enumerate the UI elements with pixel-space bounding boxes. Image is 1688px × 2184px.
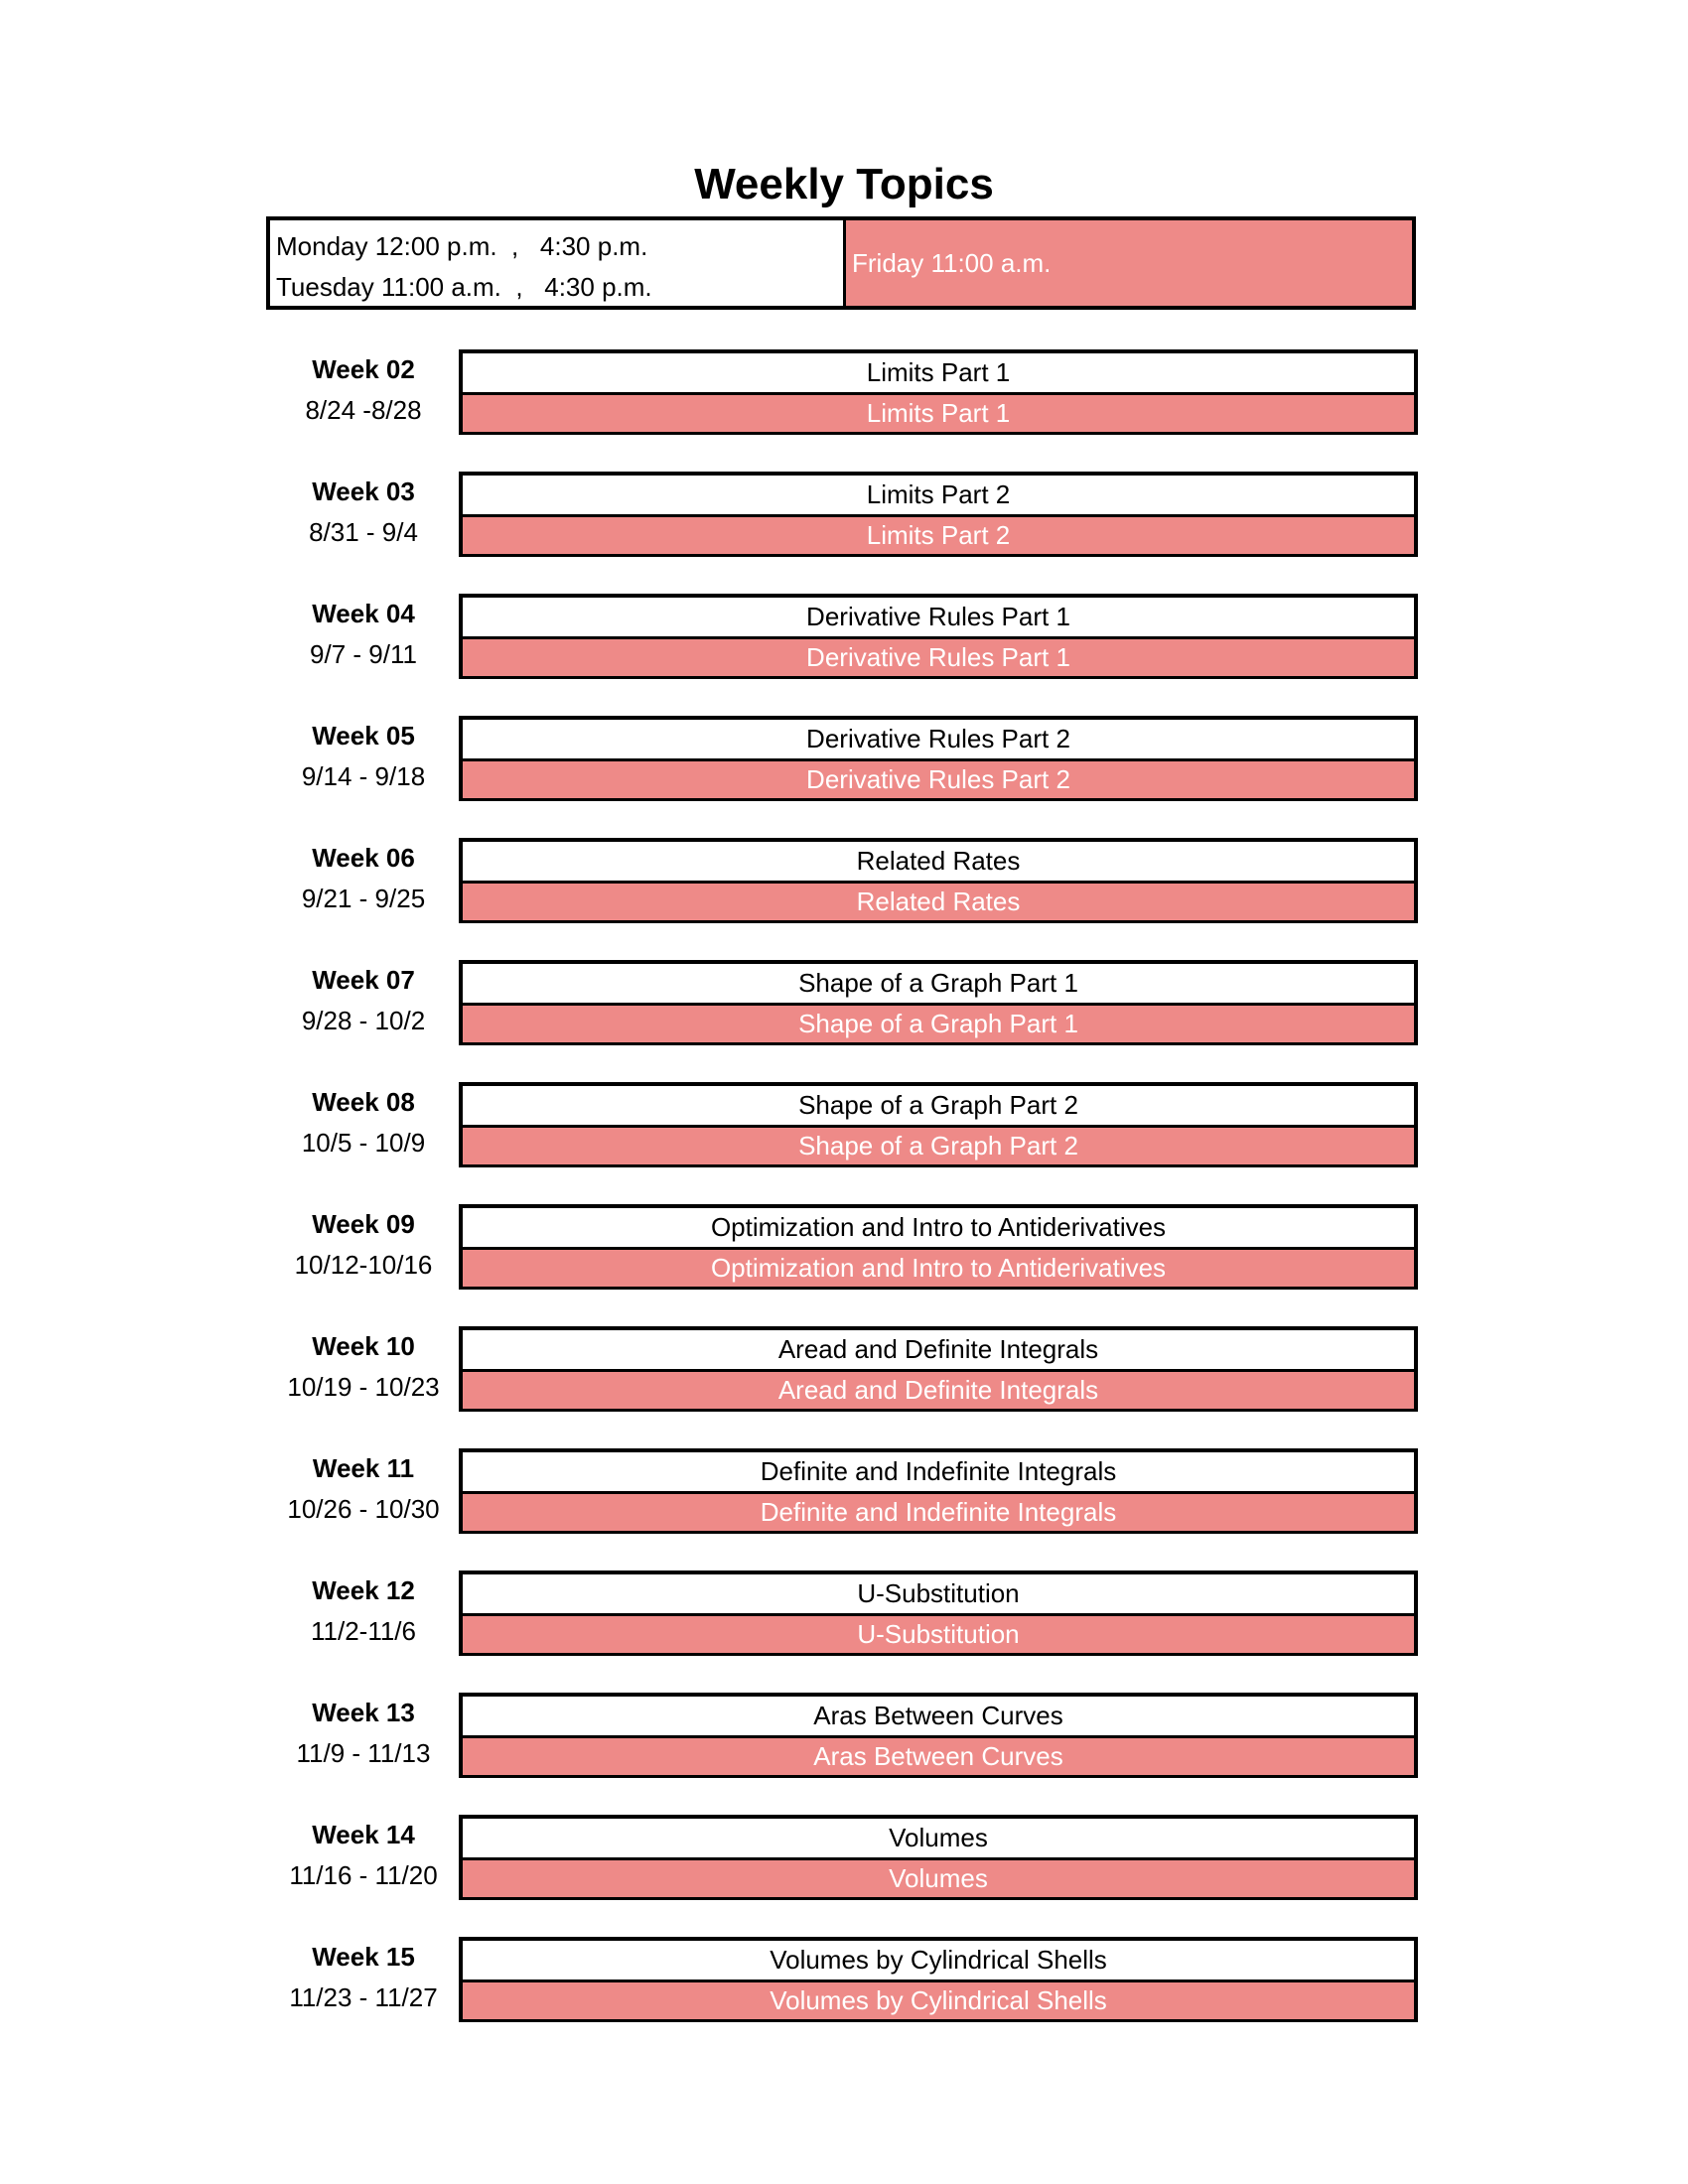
week-row: [266, 1815, 1418, 1900]
week-dates: 8/31 - 9/4: [309, 517, 418, 547]
topic-bottom: Volumes by Cylindrical Shells: [463, 1982, 1414, 2019]
week-dates: 11/9 - 11/13: [296, 1738, 431, 1768]
topic-bottom: Limits Part 1: [463, 395, 1414, 432]
topic-top: Volumes: [463, 1819, 1414, 1860]
week-dates: 8/24 -8/28: [305, 395, 422, 425]
week-row: [266, 1937, 1418, 2022]
week-label: Week 13: [312, 1698, 415, 1727]
week-row: [266, 960, 1418, 1045]
topic-bottom: U-Substitution: [463, 1616, 1414, 1653]
topic-box: [459, 1815, 1418, 1900]
topic-box: [459, 1693, 1418, 1778]
week-dates: 10/5 - 10/9: [301, 1128, 426, 1158]
topic-top: Aras Between Curves: [463, 1697, 1414, 1738]
topic-bottom: Shape of a Graph Part 1: [463, 1006, 1414, 1042]
topic-bottom: Volumes: [463, 1860, 1414, 1897]
topic-box: [459, 960, 1418, 1045]
topic-bottom: Derivative Rules Part 2: [463, 761, 1414, 798]
topic-top: Derivative Rules Part 1: [463, 598, 1414, 639]
monday-times: Monday 12:00 p.m. , 4:30 p.m.: [276, 231, 648, 261]
topic-top: Shape of a Graph Part 2: [463, 1086, 1414, 1128]
topic-top: Related Rates: [463, 842, 1414, 884]
week-dates: 9/14 - 9/18: [301, 761, 426, 791]
topic-box: [459, 716, 1418, 801]
week-dates: 11/23 - 11/27: [289, 1982, 438, 2012]
week-label: Week 12: [312, 1575, 415, 1605]
week-dates: 9/7 - 9/11: [310, 639, 417, 669]
week-label: Week 15: [312, 1942, 415, 1972]
week-row: [266, 472, 1418, 557]
topic-top: Definite and Indefinite Integrals: [463, 1452, 1414, 1494]
topic-bottom: Definite and Indefinite Integrals: [463, 1494, 1414, 1531]
topic-box: [459, 1937, 1418, 2022]
week-row: [266, 1693, 1418, 1778]
topic-box: [459, 472, 1418, 557]
topic-bottom: Shape of a Graph Part 2: [463, 1128, 1414, 1164]
week-label: Week 09: [312, 1209, 415, 1239]
week-label: Week 05: [312, 721, 415, 751]
week-label: Week 03: [312, 477, 415, 506]
topic-bottom: Related Rates: [463, 884, 1414, 920]
week-label: Week 07: [312, 965, 415, 995]
topic-bottom: Optimization and Intro to Antiderivatives: [463, 1250, 1414, 1287]
tuesday-times: Tuesday 11:00 a.m. , 4:30 p.m.: [276, 272, 652, 302]
topic-top: Aread and Definite Integrals: [463, 1330, 1414, 1372]
week-row: [266, 716, 1418, 801]
week-dates: 10/12-10/16: [294, 1250, 433, 1280]
week-dates: 11/2-11/6: [310, 1616, 416, 1646]
topic-top: Limits Part 1: [463, 353, 1414, 395]
schedule-times: [270, 220, 846, 306]
week-row: [266, 1326, 1418, 1412]
topic-box: [459, 1570, 1418, 1656]
week-label: Week 06: [312, 843, 415, 873]
topic-bottom: Derivative Rules Part 1: [463, 639, 1414, 676]
week-label: Week 11: [312, 1453, 415, 1483]
week-label: Week 08: [312, 1087, 415, 1117]
topic-top: U-Substitution: [463, 1574, 1414, 1616]
topic-top: Limits Part 2: [463, 476, 1414, 517]
week-row: [266, 1570, 1418, 1656]
schedule-header: [266, 216, 1416, 310]
topic-bottom: Limits Part 2: [463, 517, 1414, 554]
week-row: [266, 1082, 1418, 1167]
page-title: Weekly Topics: [694, 160, 994, 208]
week-label: Week 14: [312, 1820, 415, 1849]
topic-box: [459, 349, 1418, 435]
topic-top: Derivative Rules Part 2: [463, 720, 1414, 761]
week-row: [266, 838, 1418, 923]
topic-box: [459, 838, 1418, 923]
week-row: [266, 1204, 1418, 1290]
topic-box: [459, 1204, 1418, 1290]
topic-top: Volumes by Cylindrical Shells: [463, 1941, 1414, 1982]
week-label: Week 02: [312, 354, 415, 384]
topic-box: [459, 1326, 1418, 1412]
topic-box: [459, 594, 1418, 679]
week-row: [266, 349, 1418, 435]
week-dates: 9/28 - 10/2: [301, 1006, 426, 1035]
topic-bottom: Aread and Definite Integrals: [463, 1372, 1414, 1409]
week-dates: 10/26 - 10/30: [287, 1494, 440, 1524]
topic-box: [459, 1082, 1418, 1167]
week-dates: 9/21 - 9/25: [301, 884, 426, 913]
topic-bottom: Aras Between Curves: [463, 1738, 1414, 1775]
week-row: [266, 1448, 1418, 1534]
topic-box: [459, 1448, 1418, 1534]
week-label: Week 04: [312, 599, 415, 628]
week-label: Week 10: [312, 1331, 415, 1361]
week-row: [266, 594, 1418, 679]
topic-top: Shape of a Graph Part 1: [463, 964, 1414, 1006]
week-dates: 11/16 - 11/20: [289, 1860, 438, 1890]
topic-top: Optimization and Intro to Antiderivatives: [463, 1208, 1414, 1250]
friday-time: Friday 11:00 a.m.: [846, 220, 1412, 306]
week-dates: 10/19 - 10/23: [287, 1372, 440, 1402]
